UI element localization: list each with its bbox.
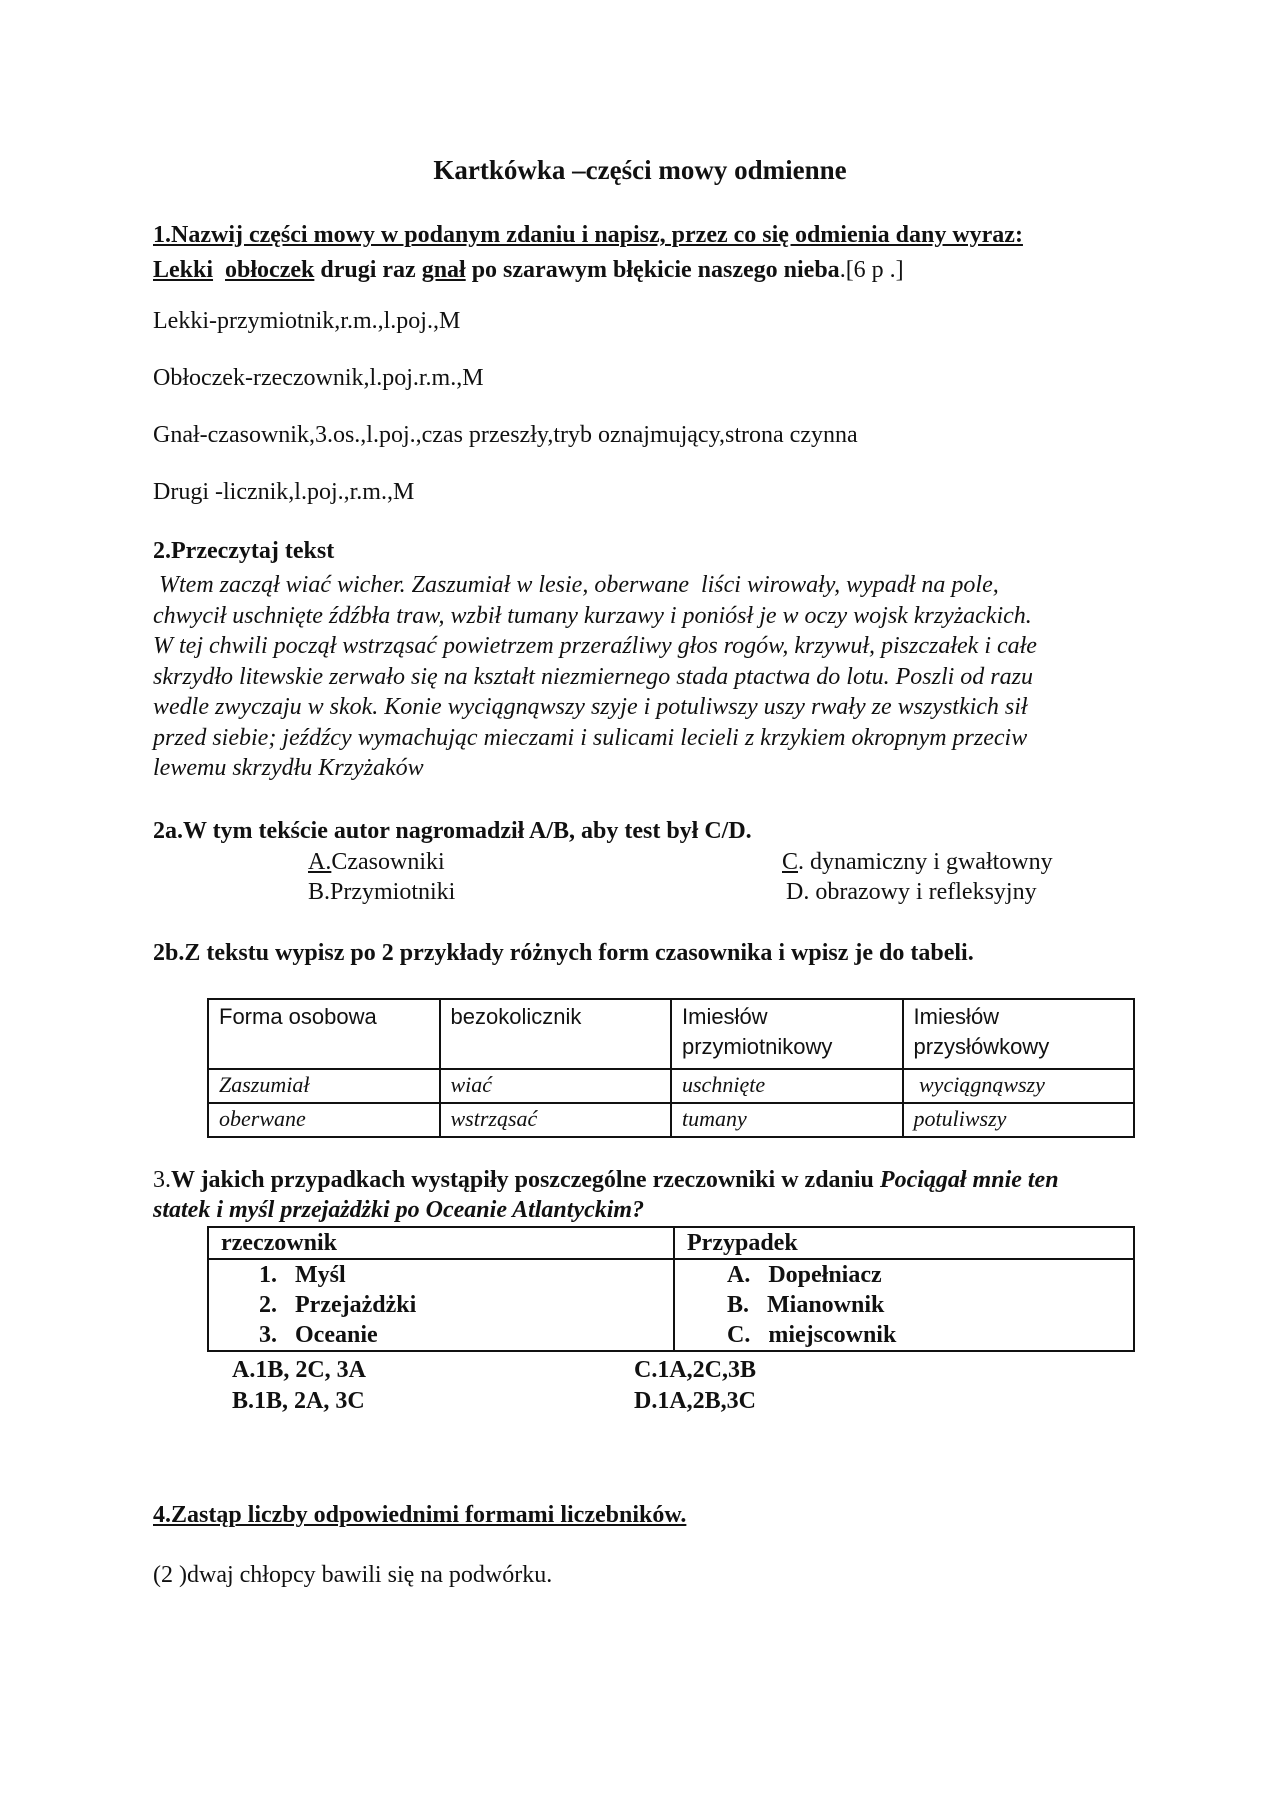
question-4-line: (2 )dwaj chłopcy bawili się na podwórku. bbox=[153, 1562, 553, 1588]
question-2a-heading: 2a.W tym tekście autor nagromadził A/B, aby test był C/D. bbox=[153, 818, 752, 844]
table-header-cell: Forma osobowa bbox=[208, 999, 440, 1069]
list-item: 1. Myśl bbox=[259, 1262, 346, 1288]
option-a: A.Czasowniki bbox=[308, 849, 445, 875]
table-cell: Zaszumiał bbox=[208, 1069, 440, 1103]
reading-text bbox=[153, 570, 1113, 784]
table-row bbox=[208, 1259, 1134, 1351]
answer-line: Lekki-przymiotnik,r.m.,l.poj.,M bbox=[153, 308, 461, 334]
list-item: B. Mianownik bbox=[727, 1292, 885, 1318]
text-line: wedle zwyczaju w skok. Konie wyciągnąwszy szyje i potuliwszy uszy rwały ze wszystkich sił bbox=[153, 694, 1028, 720]
table-cell: tumany bbox=[671, 1103, 903, 1137]
table-header-cell: Imiesłów przysłówkowy bbox=[903, 999, 1135, 1069]
option-b: B.Przymiotniki bbox=[308, 879, 456, 905]
answer-choice-c: C.1A,2C,3B bbox=[634, 1357, 757, 1383]
table-header-cell: Imiesłów przymiotnikowy bbox=[671, 999, 903, 1069]
answer-choice-a: A.1B, 2C, 3A bbox=[232, 1357, 367, 1383]
verb-forms-table bbox=[207, 998, 1135, 1138]
option-c: C. dynamiczny i gwałtowny bbox=[782, 849, 1053, 875]
question-2-heading: 2.Przeczytaj tekst bbox=[153, 538, 335, 564]
table-cell: wstrząsać bbox=[440, 1103, 672, 1137]
answer-choice-b: B.1B, 2A, 3C bbox=[232, 1388, 365, 1414]
list-item: 3. Oceanie bbox=[259, 1322, 378, 1348]
page-title: Kartkówka –części mowy odmienne bbox=[433, 155, 847, 185]
list-item: A. Dopełniacz bbox=[727, 1262, 882, 1288]
question-1 bbox=[153, 218, 1023, 288]
option-d: D. obrazowy i refleksyjny bbox=[786, 879, 1037, 905]
list-item: C. miejscownik bbox=[727, 1322, 897, 1348]
table-header-cell: Przypadek bbox=[674, 1227, 1134, 1259]
table-cell: wiać bbox=[440, 1069, 672, 1103]
answer-line: Gnał-czasownik,3.os.,l.poj.,czas przeszły,tryb oznajmujący,strona czynna bbox=[153, 422, 858, 448]
table-cell: wyciągnąwszy bbox=[903, 1069, 1135, 1103]
answer-line: Obłoczek-rzeczownik,l.poj.r.m.,M bbox=[153, 365, 484, 391]
question-1-instruction: 1.Nazwij części mowy w podanym zdaniu i napisz, przez co się odmienia dany wyraz: bbox=[153, 222, 1023, 248]
question-1-sentence: Lekki obłoczek drugi raz gnał po szarawym błękicie naszego nieba.[6 p .] bbox=[153, 257, 904, 283]
list-item: 2. Przejażdżki bbox=[259, 1292, 417, 1318]
table-cell: potuliwszy bbox=[903, 1103, 1135, 1137]
table-cell: oberwane bbox=[208, 1103, 440, 1137]
table-row bbox=[208, 1103, 1134, 1137]
table-cell: uschnięte bbox=[671, 1069, 903, 1103]
question-4-heading: 4.Zastąp liczby odpowiednimi formami liczebników. bbox=[153, 1502, 687, 1528]
answer-line: Drugi -licznik,l.poj.,r.m.,M bbox=[153, 479, 415, 505]
table-header-cell: bezokolicznik bbox=[440, 999, 672, 1069]
table-header-row bbox=[208, 999, 1134, 1069]
text-line: skrzydło litewskie zerwało się na kształt niezmiernego stada ptactwa do lotu. Poszli od razu bbox=[153, 663, 1033, 690]
table-row bbox=[208, 1069, 1134, 1103]
nouns-cell bbox=[208, 1259, 674, 1351]
table-header-cell: rzeczownik bbox=[208, 1227, 674, 1259]
question-3: 3.W jakich przypadkach wystąpiły poszczególne rzeczowniki w zdaniu Pociągał mnie ten statek i myśl przejażdżki po Oceanie Atlantyckim? bbox=[153, 1167, 1059, 1223]
question-2b-heading: 2b.Z tekstu wypisz po 2 przykłady różnych form czasownika i wpisz je do tabeli. bbox=[153, 940, 974, 966]
text-line: chwycił uschnięte źdźbła traw, wzbił tumany kurzawy i poniósł je w oczy wojsk krzyżackich. bbox=[153, 602, 1032, 629]
text-line: W tej chwili począł wstrząsać powietrzem przeraźliwy głos rogów, krzywuł, piszczałek i całe bbox=[153, 633, 1037, 659]
cases-cell bbox=[674, 1259, 1134, 1351]
text-line: lewemu skrzydłu Krzyżaków bbox=[153, 755, 424, 781]
text-line: przed siebie; jeźdźcy wymachując mieczami i sulicami lecieli z krzykiem okropnym przeciw bbox=[153, 724, 1028, 751]
text-line: Wtem zaczął wiać wicher. Zaszumiał w lesie, oberwane liści wirowały, wypadł na pole, bbox=[153, 572, 999, 598]
answer-choice-d: D.1A,2B,3C bbox=[634, 1388, 757, 1414]
table-header-row bbox=[208, 1227, 1134, 1259]
cases-table bbox=[207, 1226, 1135, 1352]
